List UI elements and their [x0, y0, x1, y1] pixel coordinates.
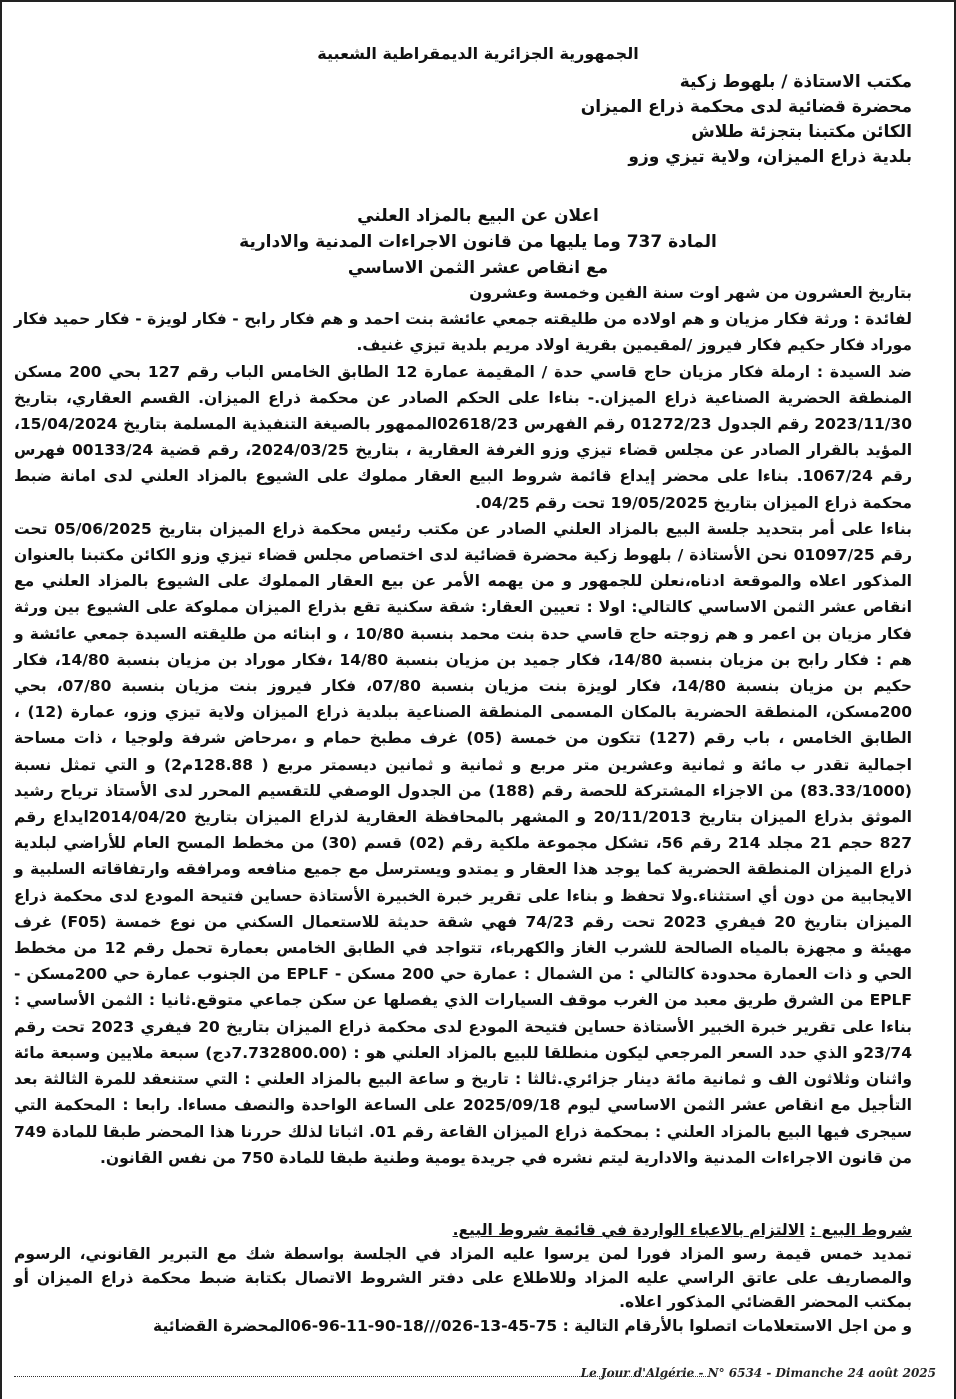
- notice-beneficiaries: لفائدة : ورثة فكار مزيان و هم اولاده من طليقته جمعي عائشة بنت احمد و هم فكار رابح - فكار لويزة - فكار حميد فكار موراد فكار حكيم فكار فيروز /لمقيمين بقرية اولاد مريم بلدية تيزي غنيف.: [14, 310, 912, 355]
- header-line-office: مكتب الاستاذة / بلهوط زكية: [679, 72, 912, 92]
- announcement-line-2: المادة 737 وما يليها من قانون الاجراءات المدنية والادارية: [239, 232, 717, 252]
- announcement-line-3: مع انقاص عشر الثمن الاساسي: [347, 258, 609, 278]
- notice-date: بتاريخ العشرون من شهر اوت سنة الفين وخمسة وعشرون: [469, 284, 912, 302]
- bailiff-office-header: [312, 70, 912, 170]
- conditions-obligation: الالتزام بالاعباء الواردة في قائمة شروط البيع.: [452, 1221, 805, 1239]
- announcement-line-1: اعلان عن البيع بالمزاد العلني: [357, 206, 599, 226]
- notice-property-details: بناءا على أمر بتحديد جلسة البيع بالمزاد العلني الصادر عن مكتب رئيس محكمة ذراع الميزان بتاريخ 05/06/2025 تحت رقم 01097/25 نحن الأستاذة / بلهوط زكية محضرة قضائية لدى اختصاص مجلس قضاء تيزي وزو الكائن مكتبنا بالعنوان المذكور اعلاه والموقعة ادناه،نعلن للجمهور و من يهمه الأمر عن بيع العقار المملوك على الشيوع بالمزاد العلني مع انقاص عشر الثمن الاساسي كالتالي: اولا : تعيين العقار: شقة سكنية تقع بذراع الميزان مملوكة على الشيوع بين ورثة فكار مزيان بن اعمر و هم زوجته حاج قاسي حدة بنت محمد بنسبة 10/80 ، و ابنائه من طليقته السيدة جمعي عائشة و هم : فكار رابح بن مزيان بنسبة 14/80، فكار جميد بن مزيان بنسبة 14/80 ،فكار موراد بن مزيان بنسبة 14/80، فكار حكيم بن مزيان بنسبة 14/80، فكار لويزة بنت مزيان بنسبة 07/80، فكار فيروز بنت مزيان بنسبة 07/80، بحي 200مسكن، المنطقة الحضرية بالمكان المسمى المنطقة الصناعية ببلدية ذراع الميزان ولاية تيزي وزو، عمارة (12) ، الطابق الخامس ، باب رقم (127) تتكون من خمسة (05) غرف مطبخ حمام و ،مرحاض شرفة ولوجيا ، ذات مساحة اجمالية تقدر ب مائة و ثمانية وعشرين متر مربع و ثمانية و ثمانين ديسمتر مربع ( 128.88م2) و التي تمثل نسبة (83.33/1000) من الاجزاء المشتركة للحصة رقم (188) من الجدول الوصفي للتقسيم المحرر لدى الأستاذ ترياح رشيد الموثق بذراع الميزان بتاريخ 20/11/2013 و المشهر بالمحافظة العقارية لذراع الميزان بتاريخ 2014/04/20ايداع رقم 827 حجم 21 مجلد 214 رقم 56، تشكل مجموعة ملكية رقم (02) قسم (30) من مخطط المسح العام للأراضي لبلدية ذراع الميزان المنطقة الحضرية كما يوجد هذا العقار و يمتدو ويسترسل مع جميع منافعه ومرافقه وارتفاقاته السلبية و الايجابية من دون أي استثناء.ولا تحفظ و بناءا على تقرير خبرة الخبيرة الأستاذة حساين فتيحة المودع لدى محكمة ذراع الميزان بتاريخ 20 فيفري 2023 تحت رقم 74/23 فهي شقة حديثة للاستعمال السكني من نوع خمسة (F05) غرف مهيئة و مجهزة بالمياه الصالحة للشرب الغاز والكهرباء، تتواجد في الطابق الخامس بعمارة تحمل رقم 12 من مخطط الحي و ذات العمارة محدودة كالتالي : من الشمال : عمارة حي 200 مسكن - EPLF من الجنوب عمارة حي 200مسكن - EPLF من الشرق طريق معبد من الغرب موقف السيارات الذي يفصلها عن سكن جماعي متوقع.ثانيا : الثمن الأساسي : بناءا على تقرير خبرة الخبير الأستاذة حساين فتيحة المودع لدى محكمة ذراع الميزان بتاريخ 20 فيفري 2023 تحت رقم 23/74و الذي حدد السعر المرجعي ليكون منطلقا للبيع بالمزاد العلني هو : (7.732800.00دج) سبعة ملايين وسبعة مائة واثنان وثلاثون الف و ثمانية مائة دينار جزائري.ثالثا : تاريخ و ساعة البيع بالمزاد العلني : التي ستنعقد للمرة الثالثة بعد التأجيل مع انقاص عشر الثمن الاساسي ليوم 2025/09/18 على الساعة الواحدة والنصف مساءا. رابعا : المحكمة التي سيجرى فيها البيع بالمزاد العلني : بمحكمة ذراع الميزان القاعة رقم 01. اثباتا لذلك حررنا هذا المحضر طبقا للمادة 749 من قانون الاجراءات المدنية والادارية ليتم نشره في جريدة يومية وطنية طبقا للمادة 750 من نفس القانون.: [14, 519, 913, 1167]
- notice-body: [14, 280, 912, 1171]
- newspaper-footer: Le Jour d'Algérie - N° 6534 - Dimanche 24 août 2025: [580, 1366, 936, 1380]
- sale-conditions: [14, 1218, 912, 1338]
- header-line-role: محضرة قضائية لدى محكمة ذراع الميزان: [580, 97, 912, 117]
- conditions-contact-numbers: و من اجل الاستعلامات اتصلوا بالأرقام التالية : 75-45-13-026///18-90-11-96-06المحضرة القضائية: [153, 1317, 912, 1335]
- header-line-municipality: بلدية ذراع الميزان، ولاية تيزي وزو: [628, 147, 912, 167]
- top-border: [0, 0, 956, 2]
- conditions-first-line: [14, 1218, 912, 1242]
- announcement-title: [0, 203, 956, 281]
- conditions-label: شروط البيع :: [810, 1221, 912, 1239]
- republic-title: الجمهورية الجزائرية الديمقراطية الشعبية: [317, 44, 639, 63]
- header-line-address: الكائن مكتبنا بتجزئة طلاش: [691, 122, 912, 142]
- notice-defendant-and-judgment: ضد السيدة : ارملة فكار مزيان حاج قاسي حدة / المقيمة عمارة 12 الطابق الخامس الباب رقم 127 بحي 200 مسكن المنطقة الحضرية الصناعية ذراع الميزان.- بناءا على الحكم الصادر عن محكمة ذراع الميزان. القسم العقاري، بتاريخ 2023/11/30 رقم الجدول 01272/23 رقم الفهرس 02618/23الممهور بالصيغة التنفيذية المسلمة بتاريخ 15/04/2024، المؤيد بالقرار الصادر عن مجلس قضاء تيزي وزو الغرفة العقارية ، بتاريخ 2024/03/25، رقم قضية 00133/24 فهرس رقم 1067/24. بناءا على محضر إيداع قائمة شروط البيع العقار مملوك على الشيوع بالمزاد العلني لدى امانة ضبط محكمة ذراع الميزان بتاريخ 19/05/2025 تحت رقم 04/25.: [14, 362, 913, 512]
- conditions-payment-terms: تمديد خمس قيمة رسو المزاد فورا لمن يرسوا عليه المزاد في الجلسة بواسطة شك مع التبرير القانوني، الرسوم والمصاريف على عاتق الراسي عليه المزاد وللاطلاع على دفتر الشروط الاتصال بكتابة ضبط محكمة ذراع الميزان أو بمكتب المحضر القضائي المذكور اعلاه.: [14, 1245, 912, 1311]
